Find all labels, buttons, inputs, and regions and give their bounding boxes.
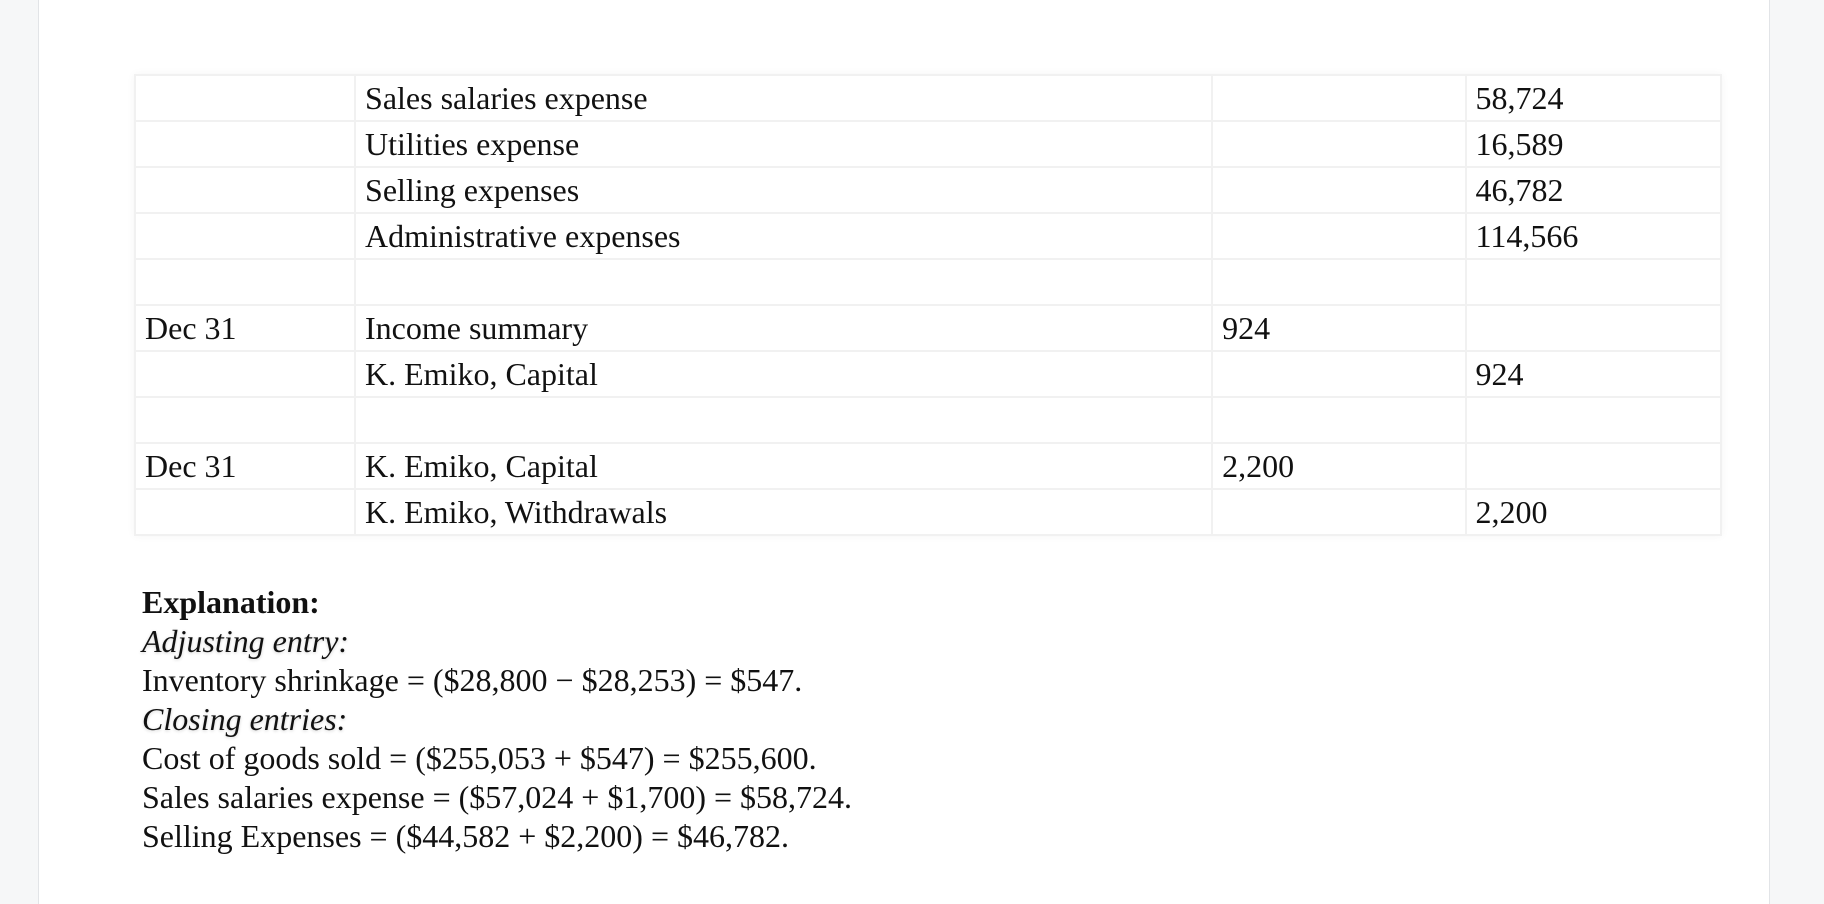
- debit-cell: [1212, 121, 1465, 167]
- table-row: [135, 443, 1721, 489]
- table-row: [135, 213, 1721, 259]
- date-cell: [135, 213, 355, 259]
- table-row: [135, 351, 1721, 397]
- account-cell: [355, 397, 1212, 443]
- credit-cell: [1466, 443, 1721, 489]
- debit-cell: [1212, 213, 1465, 259]
- account-cell: Sales salaries expense: [355, 75, 1212, 121]
- credit-cell: [1466, 259, 1721, 305]
- document-page: [38, 0, 1770, 904]
- credit-cell: 46,782: [1466, 167, 1721, 213]
- closing-entry-line: Cost of goods sold = ($255,053 + $547) = $255,600.: [142, 740, 817, 776]
- account-cell: K. Emiko, Capital: [355, 443, 1212, 489]
- explanation-heading: Explanation:: [142, 584, 320, 620]
- debit-cell: [1212, 75, 1465, 121]
- date-cell: [135, 351, 355, 397]
- table-row: [135, 121, 1721, 167]
- date-cell: [135, 75, 355, 121]
- date-cell: [135, 489, 355, 535]
- credit-cell: 114,566: [1466, 213, 1721, 259]
- credit-cell: 2,200: [1466, 489, 1721, 535]
- table-row: [135, 167, 1721, 213]
- date-cell: [135, 121, 355, 167]
- debit-cell: [1212, 167, 1465, 213]
- journal-entries-table: [134, 74, 1722, 536]
- blank-row: [135, 259, 1721, 305]
- credit-cell: [1466, 397, 1721, 443]
- credit-cell: 58,724: [1466, 75, 1721, 121]
- account-cell: K. Emiko, Capital: [355, 351, 1212, 397]
- credit-cell: 16,589: [1466, 121, 1721, 167]
- debit-cell: [1212, 351, 1465, 397]
- table-row: [135, 489, 1721, 535]
- date-cell: [135, 259, 355, 305]
- explanation-section: [142, 583, 1142, 856]
- credit-cell: [1466, 305, 1721, 351]
- closing-entry-line: Sales salaries expense = ($57,024 + $1,700) = $58,724.: [142, 779, 853, 815]
- date-cell: [135, 397, 355, 443]
- account-cell: Selling expenses: [355, 167, 1212, 213]
- debit-cell: [1212, 397, 1465, 443]
- blank-row: [135, 397, 1721, 443]
- account-cell: Utilities expense: [355, 121, 1212, 167]
- closing-entry-line: Selling Expenses = ($44,582 + $2,200) = $46,782.: [142, 818, 789, 854]
- account-cell: [355, 259, 1212, 305]
- date-cell: [135, 167, 355, 213]
- debit-cell: 2,200: [1212, 443, 1465, 489]
- account-cell: Administrative expenses: [355, 213, 1212, 259]
- date-cell: Dec 31: [135, 305, 355, 351]
- credit-cell: 924: [1466, 351, 1721, 397]
- closing-entries-label: Closing entries:: [142, 701, 348, 737]
- adjusting-entry-label: Adjusting entry:: [142, 623, 350, 659]
- account-cell: K. Emiko, Withdrawals: [355, 489, 1212, 535]
- table-row: [135, 305, 1721, 351]
- account-cell: Income summary: [355, 305, 1212, 351]
- debit-cell: 924: [1212, 305, 1465, 351]
- adjusting-entry-line: Inventory shrinkage = ($28,800 − $28,253) = $547.: [142, 662, 803, 698]
- date-cell: Dec 31: [135, 443, 355, 489]
- table-row: [135, 75, 1721, 121]
- debit-cell: [1212, 489, 1465, 535]
- debit-cell: [1212, 259, 1465, 305]
